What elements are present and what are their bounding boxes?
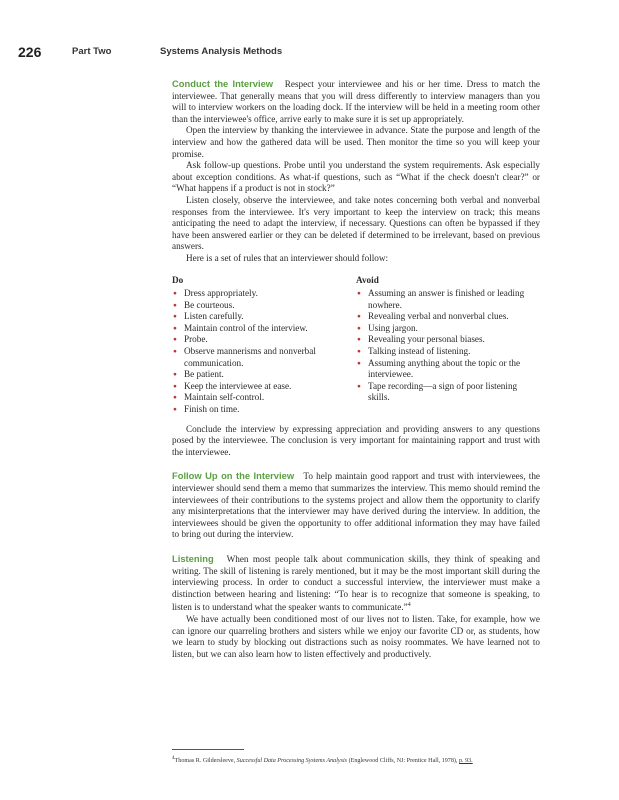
follow-up-paragraph: [172, 470, 540, 541]
conduct-paragraph-2: Open the interview by thanking the interviewee in advance. State the purpose and length of the interview and how the gathered data will be used. Then monitor the time so you will keep your promise.: [172, 125, 540, 159]
conduct-heading: Conduct the Interview: [172, 78, 274, 89]
do-item: ● Finish on time.: [172, 404, 356, 416]
avoid-item: ● Revealing your personal biases.: [356, 334, 540, 346]
avoid-item: ● Using jargon.: [356, 323, 540, 335]
do-item: ● Keep the interviewee at ease.: [172, 381, 356, 393]
chapter-title: Systems Analysis Methods: [160, 46, 283, 57]
conduct-paragraph-6: Conclude the interview by expressing appreciation and providing answers to any questions posed by the interviewee. The conclusion is very important for maintaining rapport and trust with the interviewee.: [172, 423, 540, 457]
do-item: ● Listen carefully.: [172, 311, 356, 323]
footnote-reference: 4: [407, 602, 411, 609]
do-item: ● Maintain control of the interview.: [172, 323, 356, 335]
do-list: [172, 288, 356, 416]
avoid-item: ● Assuming an answer is finished or leading nowhere.: [356, 288, 540, 311]
conduct-paragraph-1: [172, 78, 540, 125]
listening-paragraph-1: [172, 553, 540, 614]
do-item: ● Dress appropriately.: [172, 288, 356, 300]
avoid-item: ● Talking instead of listening.: [356, 346, 540, 358]
conduct-text-1: Respect your interviewee and his or her time. Dress to match the interviewee. That generally means that you will dress differently to interview managers than you will to interview workers on the loading dock. If the interview will be held in a meeting room other than the interviewee's office, arrive early to make sure it is set up appropriately.: [172, 79, 541, 124]
avoid-column: [356, 275, 540, 416]
footnote-title: Successful Data Processing Systems Analysis: [236, 758, 348, 765]
footnote: [172, 754, 552, 765]
listening-heading: Listening: [172, 552, 214, 564]
footnote-author: Thomas R. Gildersleeve,: [174, 758, 236, 765]
avoid-item: ● Tape recording—a sign of poor listening skills.: [356, 381, 540, 404]
do-item: ● Be patient.: [172, 369, 356, 381]
conduct-paragraph-3: Ask follow-up questions. Probe until you understand the system requirements. Ask especially about exception conditions. As what-if questions, such as “What if the check doesn't clear?” or “What happens if a product is not in stock?”: [172, 160, 540, 194]
section-spacer: [172, 458, 540, 470]
do-item: ● Be courteous.: [172, 300, 356, 312]
avoid-list: [356, 288, 540, 404]
conduct-paragraph-5: Here is a set of rules that an interviewer should follow:: [186, 252, 389, 263]
footnote-page: p. 93.: [458, 758, 473, 765]
follow-up-heading: Follow Up on the Interview: [172, 470, 295, 482]
footnote-divider: [172, 749, 244, 750]
do-column: [172, 275, 356, 416]
footnote-number: 4: [172, 755, 175, 761]
interview-rules: [172, 275, 540, 416]
do-item: ● Observe mannerisms and nonverbal communication.: [172, 346, 356, 369]
listening-text-1: When most people talk about communication skills, they think of speaking and writing. The skill of listening is rarely mentioned, but it may be the most important skill during the interviewing process. In order to conduct a successful interview, the interviewer must make a distinction between hearing and listening: “To hear is to recognize that someone is speaking, to listen is to understand what the speaker wants to communicate.”: [172, 553, 540, 613]
conduct-paragraph-4: Listen closely, observe the interviewee, and take notes concerning both verbal and nonverbal responses from the interviewee. It's very important to keep the interview on track; this means anticipating the need to adapt the interview, if necessary. Questions can often be bypassed if they have been answered earlier or they can be deleted if determined to be irrelevant, based on previous answers.: [172, 194, 540, 252]
part-label: Part Two: [72, 46, 112, 57]
section-spacer: [172, 541, 540, 553]
footnote-publisher: (Englewood Cliffs, NJ: Prentice Hall, 1978),: [348, 758, 458, 765]
main-text: [172, 78, 540, 660]
avoid-item: ● Assuming anything about the topic or the interviewee.: [356, 358, 540, 381]
do-item: ● Maintain self-control.: [172, 392, 356, 404]
listening-paragraph-2: We have actually been conditioned most of our lives not to listen. Take, for example, how we can ignore our quarreling brothers and sisters while we enjoy our favorite CD or, as students, how we learn to study by blocking out distractions such as noisy roommates. We have learned not to listen, but we can also learn how to listen effectively and productively.: [172, 614, 540, 659]
do-heading: Do: [172, 274, 184, 285]
avoid-heading: Avoid: [356, 274, 379, 285]
page-header: [18, 44, 579, 60]
do-item: ● Probe.: [172, 334, 356, 346]
follow-up-text: To help maintain good rapport and trust with interviewees, the interviewer should send them a memo that summarizes the interview. This memo should remind the interviewees of their contributions to the systems project and allow them the opportunity to clarify any misinterpretations that the interviewer may have derived during the interview. In addition, the interviewees should be given the opportunity to offer additional information they may have failed to bring out during the interview.: [172, 471, 540, 540]
avoid-item: ● Revealing verbal and nonverbal clues.: [356, 311, 540, 323]
page-number: 226: [18, 44, 42, 60]
